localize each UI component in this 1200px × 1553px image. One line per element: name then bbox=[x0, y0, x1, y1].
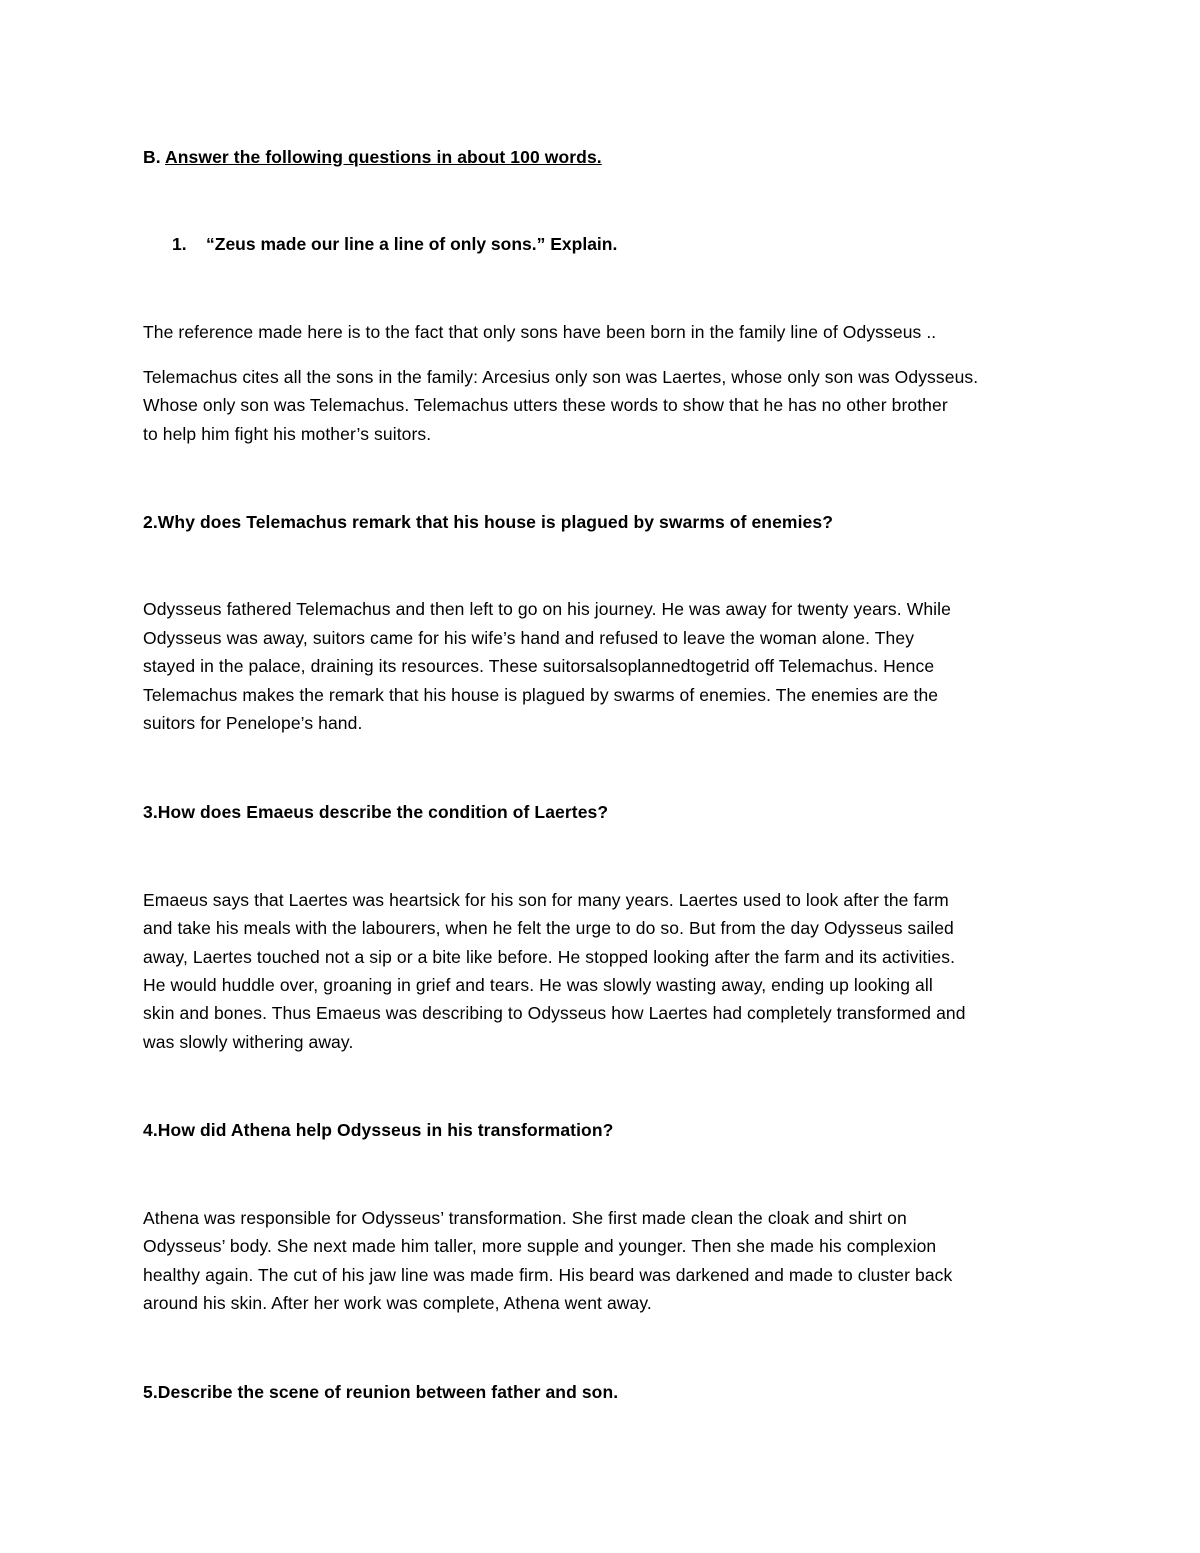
question-1-text: “Zeus made our line a line of only sons.” Explain. bbox=[206, 234, 618, 254]
answer-2-line-3: stayed in the palace, draining its resources. These suitorsalsoplannedtogetrid off Telemachus. Hence bbox=[143, 656, 935, 676]
question-1-number: 1. bbox=[172, 234, 187, 254]
answer-3-line-2: and take his meals with the labourers, when he felt the urge to do so. But from the day Odysseus sailed bbox=[143, 918, 954, 938]
answer-4-line-3: healthy again. The cut of his jaw line was made firm. His beard was darkened and made to cluster back bbox=[143, 1265, 953, 1285]
answer-3-line-6: was slowly withering away. bbox=[143, 1032, 354, 1052]
answer-3-line-1: Emaeus says that Laertes was heartsick for his son for many years. Laertes used to look after the farm bbox=[143, 890, 949, 910]
question-4-text: 4.How did Athena help Odysseus in his transformation? bbox=[143, 1120, 614, 1140]
section-prefix: B. bbox=[143, 147, 161, 167]
answer-3-line-3: away, Laertes touched not a sip or a bite like before. He stopped looking after the farm and its activities. bbox=[143, 947, 956, 967]
answer-4-line-4: around his skin. After her work was complete, Athena went away. bbox=[143, 1293, 652, 1313]
question-3-text: 3.How does Emaeus describe the condition of Laertes? bbox=[143, 802, 609, 822]
answer-1-line-4: to help him fight his mother’s suitors. bbox=[143, 424, 432, 444]
answer-3-line-5: skin and bones. Thus Emaeus was describing to Odysseus how Laertes had completely transformed and bbox=[143, 1003, 966, 1023]
answer-1-line-3: Whose only son was Telemachus. Telemachus utters these words to show that he has no other brother bbox=[143, 395, 948, 415]
question-5-text: 5.Describe the scene of reunion between father and son. bbox=[143, 1382, 619, 1402]
answer-1-line-1: The reference made here is to the fact that only sons have been born in the family line of Odysseus .. bbox=[143, 322, 937, 342]
section-heading bbox=[143, 146, 602, 168]
section-title: Answer the following questions in about 100 words. bbox=[165, 147, 602, 167]
answer-2-line-4: Telemachus makes the remark that his house is plagued by swarms of enemies. The enemies are the bbox=[143, 685, 939, 705]
answer-2-line-1: Odysseus fathered Telemachus and then left to go on his journey. He was away for twenty years. While bbox=[143, 599, 951, 619]
answer-2-line-5: suitors for Penelope’s hand. bbox=[143, 713, 363, 733]
answer-2-line-2: Odysseus was away, suitors came for his wife’s hand and refused to leave the woman alone. They bbox=[143, 628, 915, 648]
answer-4-line-1: Athena was responsible for Odysseus’ transformation. She first made clean the cloak and shirt on bbox=[143, 1208, 907, 1228]
question-2-text: 2.Why does Telemachus remark that his house is plagued by swarms of enemies? bbox=[143, 512, 833, 532]
answer-1-line-2: Telemachus cites all the sons in the family: Arcesius only son was Laertes, whose only son was Odysseus. bbox=[143, 367, 979, 387]
answer-3-line-4: He would huddle over, groaning in grief and tears. He was slowly wasting away, ending up looking all bbox=[143, 975, 933, 995]
answer-4-line-2: Odysseus’ body. She next made him taller, more supple and younger. Then she made his complexion bbox=[143, 1236, 937, 1256]
